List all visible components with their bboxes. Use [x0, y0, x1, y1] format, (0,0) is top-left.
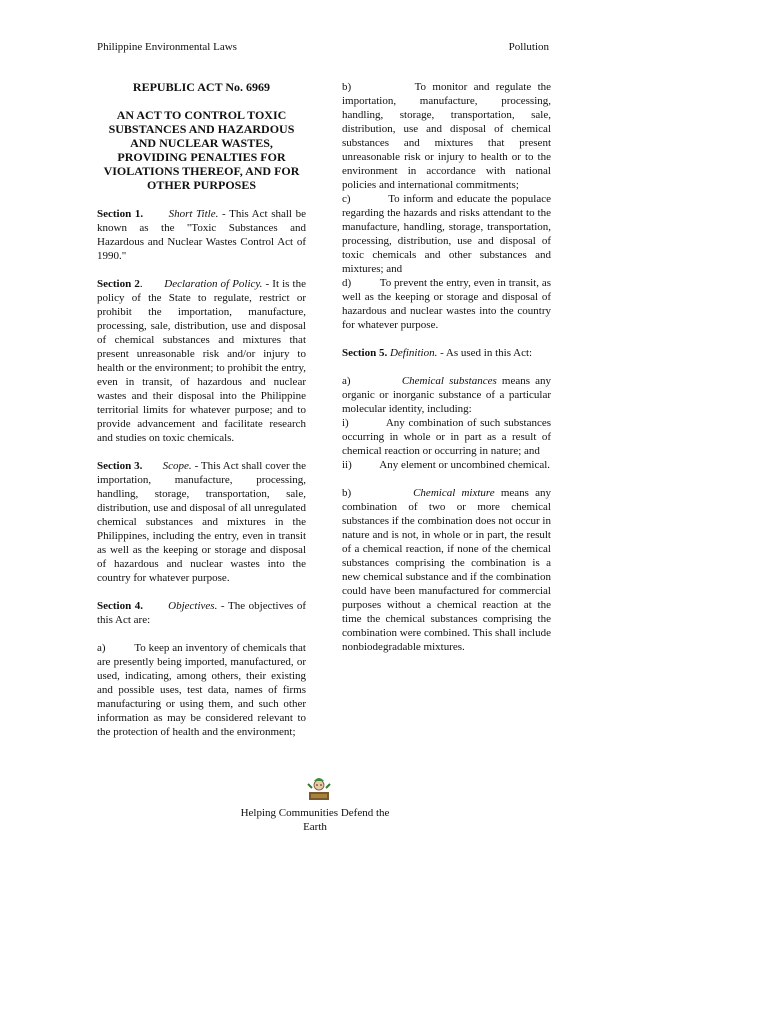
definition-a-term: Chemical substances: [401, 375, 497, 387]
definition-b-term: Chemical mixture: [413, 487, 495, 499]
objective-b-text: To monitor and regulate the importation, manufacture, processing, handling, storage, transportation, sale, distribution, use and disposal of chemical substances and mixtures that present unreasonable risk or injury to health or to the environment in accordance with national policies and international commitments;: [342, 81, 552, 191]
footer-tagline: Helping Communities Defend the Earth: [240, 807, 390, 833]
objective-b-label: b): [342, 81, 352, 93]
section-4: [97, 599, 306, 627]
running-header-right: Pollution: [508, 41, 549, 53]
definition-a-i: [342, 416, 551, 458]
section-5-label: Section 5.: [342, 347, 388, 359]
section-2-text: - It is the policy of the State to regulate, restrict or prohibit the importation, manufacture, processing, sale, distribution, use and disposal of chemical substances and mixtures that present unreasonable risk and/or injury to health or the environment; to prohibit the entry, even in transit, of hazardous and nuclear wastes and their disposal into the Philippine territorial limits for whatever purpose; and to provide advancement and facilitate research and studies on toxic chemicals.: [97, 278, 306, 444]
section-1: [97, 207, 306, 263]
definition-a-ii-label: ii): [342, 459, 352, 471]
act-number: REPUBLIC ACT No. 6969: [132, 80, 271, 94]
section-4-label: Section 4.: [97, 600, 144, 612]
objective-a-text: To keep an inventory of chemicals that are presently being imported, manufactured, or used, indicating, among others, their existing and possible uses, test data, names of firms manufacturing or using them, and such other information as may be considered relevant to the protection of health and the environment;: [97, 642, 306, 738]
section-2-title: Declaration of Policy.: [164, 278, 263, 290]
definition-a: [342, 374, 551, 416]
objective-d-label: d): [342, 277, 352, 289]
definition-a-text: means any organic or inorganic substance of a particular molecular identity, including:: [342, 375, 552, 415]
section-1-label: Section 1.: [97, 208, 144, 220]
earth-mascot-logo-icon: [306, 776, 332, 802]
section-3-text: - This Act shall cover the importation, manufacture, processing, handling, storage, transportation, sale, distribution, use and disposal of all unregulated chemical substances and mixtures in the Philippines, including the entry, even in transit as well as the keeping or storage and disposal of hazardous and nuclear wastes into the country for whatever purpose.: [97, 460, 306, 584]
section-2-label: Section 2: [97, 278, 140, 290]
section-1-title: Short Title.: [168, 208, 219, 220]
section-3-title: Scope.: [162, 460, 192, 472]
section-2: Section 2. Declaration of Policy. - It is the policy of the State to regulate, restrict or prohibit the importation, manufacture, processing, sale, distribution, use and disposal of chemical substances and mixtures that present unreasonable risk and/or injury to health or the environment; to prohibit the entry, even in transit, of hazardous and nuclear wastes and their disposal into the Philippine territorial limits for whatever purpose; and to provide advancement and facilitate research and studies on toxic chemicals.: [97, 278, 306, 444]
section-5: [342, 346, 551, 360]
section-3: [97, 459, 306, 585]
objective-d-text: To prevent the entry, even in transit, as well as the keeping or storage and disposal of hazardous and nuclear wastes into the country for whatever purpose.: [342, 277, 551, 331]
objective-a-label: a): [97, 642, 106, 654]
objective-d: [342, 276, 551, 332]
objective-c: [342, 192, 551, 276]
definition-b: [342, 486, 551, 654]
objective-a: [97, 641, 306, 739]
section-5-title: Definition.: [389, 347, 438, 359]
section-3-label: Section 3.: [97, 460, 143, 472]
section-5-text: - As used in this Act:: [437, 347, 533, 359]
definition-a-ii-text: Any element or uncombined chemical.: [379, 459, 551, 471]
act-long-title: AN ACT TO CONTROL TOXIC SUBSTANCES AND HAZARDOUS AND NUCLEAR WASTES, PROVIDING PENALTIES FOR VIOLATIONS THEREOF, AND FOR OTHER PURPOSES: [103, 108, 300, 192]
definition-b-text: means any combination of two or more chemical substances if the combination does not occur in nature and is not, in whole or in part, the result of a chemical reaction, if none of the chemical substances comprising the combination is a new chemical substance and if the combination could have been manufactured for commercial purposes without a chemical reaction at the time the chemical substances comprising the combination were combined. This shall include nonbiodegradable mixtures.: [342, 487, 552, 653]
section-4-title: Objectives.: [168, 600, 218, 612]
right-column: [342, 80, 551, 654]
objective-b: [342, 80, 551, 192]
objective-c-text: To inform and educate the populace regarding the hazards and risks attendant to the manufacture, handling, storage, transportation, processing, distribution, use and disposal of toxic chemicals and other substances and mixtures; and: [342, 193, 552, 275]
left-column: [97, 80, 306, 739]
section-4-text: - The objectives of this Act are:: [97, 600, 307, 626]
definition-b-label: b): [342, 487, 352, 499]
section-1-text: - This Act shall be known as the "Toxic Substances and Hazardous and Nuclear Wastes Control Act of 1990.": [97, 208, 306, 262]
definition-a-ii: [342, 458, 551, 472]
running-header-left: Philippine Environmental Laws: [97, 41, 237, 53]
definition-a-i-text: Any combination of such substances occurring in whole or in part as a result of chemical reaction or occurring in nature; and: [342, 417, 551, 457]
definition-a-label: a): [342, 375, 351, 387]
definition-a-i-label: i): [342, 417, 349, 429]
objective-c-label: c): [342, 193, 351, 205]
